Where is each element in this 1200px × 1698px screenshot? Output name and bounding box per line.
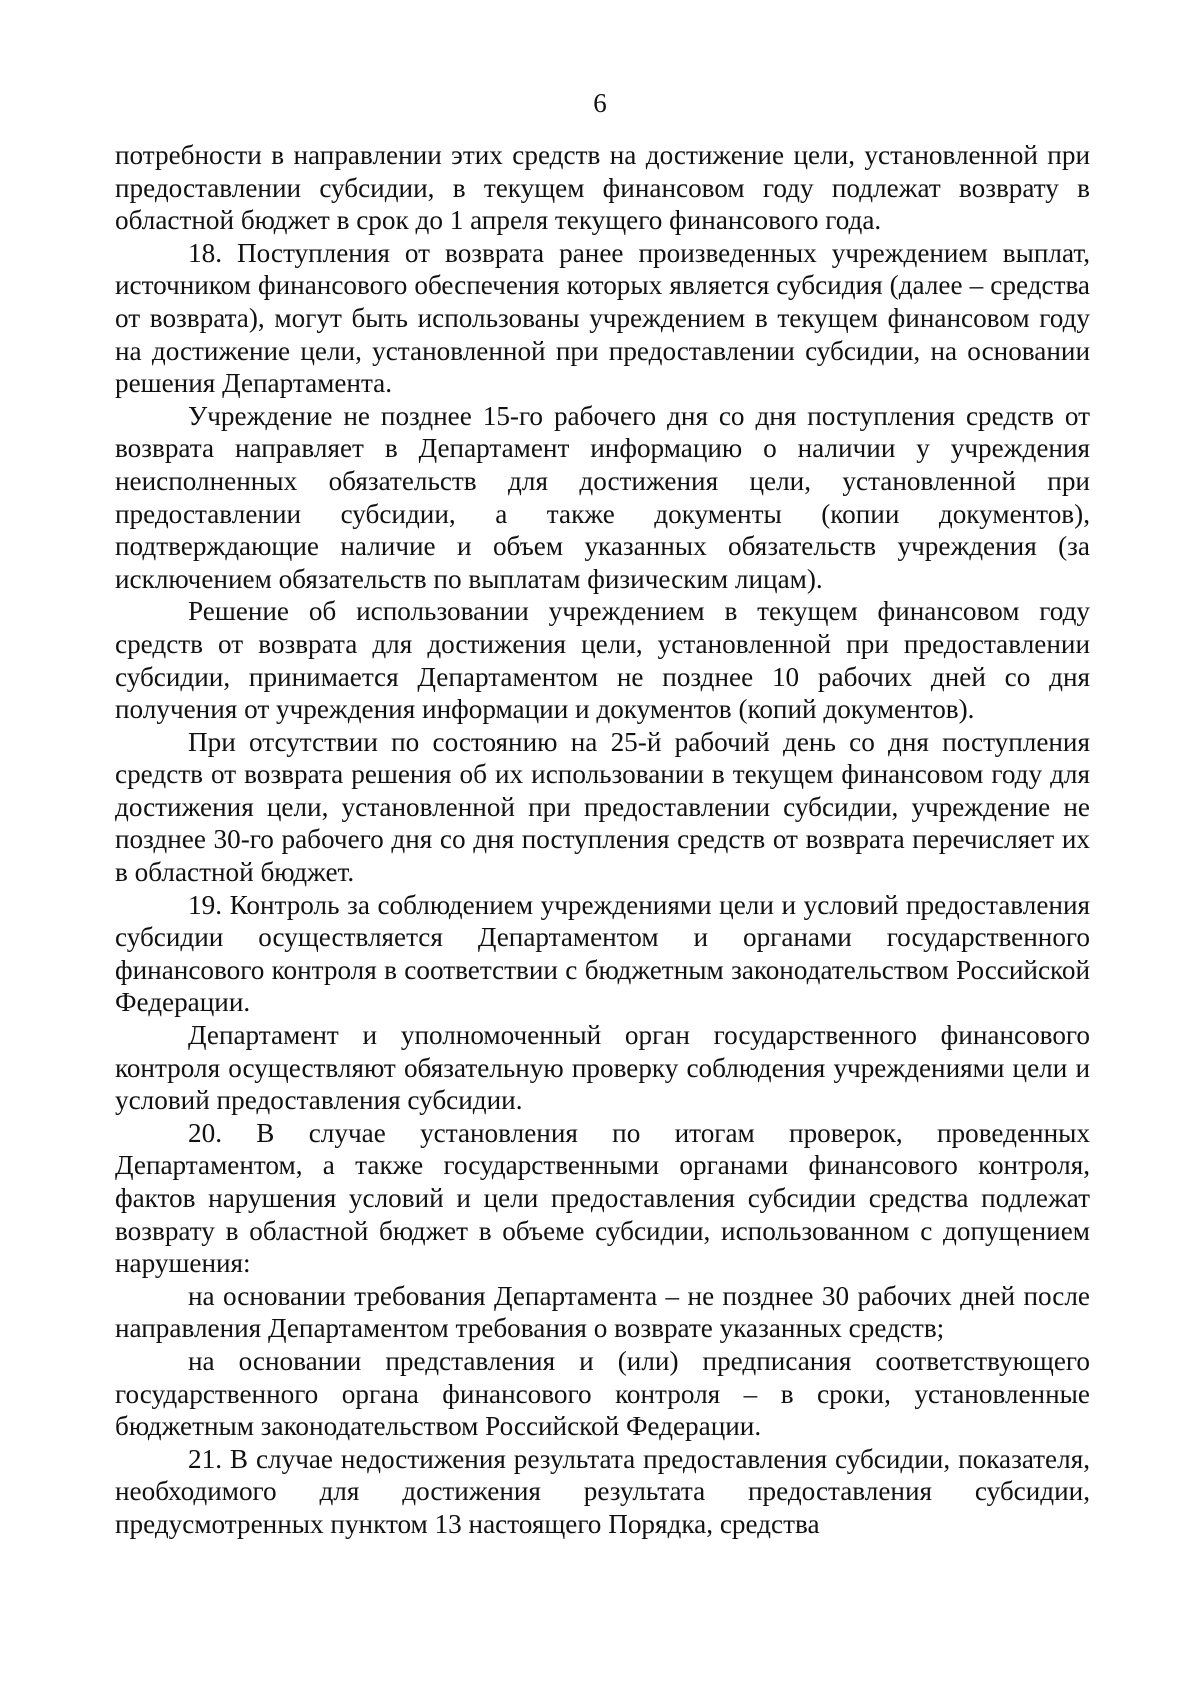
paragraph-information-submission: Учреждение не позднее 15-го рабочего дня со дня поступления средств от возврата направляет в Департамент информацию о наличии у учреждения неисполненных обязательств для достижения цели, установленной при предоставлении субсидии, а также документы (копии документов), подтверждающие наличие и объем указанных обязательств учреждения (за исключением обязательств по выплатам физическим лицам). — [115, 400, 1090, 594]
paragraph-item-18: 18. Поступления от возврата ранее произведенных учреждением выплат, источником финансового обеспечения которых является субсидия (далее – средства от возврата), могут быть использованы учреждением в текущем финансовом году на достижение цели, установленной при предоставлении субсидии, на основании решения Департамента. — [115, 237, 1090, 399]
paragraph-department-requirement: на основании требования Департамента – не позднее 30 рабочих дней после направления Департаментом требования о возврате указанных средств; — [115, 1280, 1090, 1344]
page-number: 6 — [593, 88, 607, 118]
document-body — [115, 139, 1090, 1541]
paragraph-decision: Решение об использовании учреждением в текущем финансовом году средств от возврата для достижения цели, установленной при предоставлении субсидии, принимается Департаментом не позднее 10 рабочих дней со дня получения от учреждения информации и документов (копий документов). — [115, 596, 1090, 725]
paragraph-item-20: 20. В случае установления по итогам проверок, проведенных Департаментом, а также государственными органами финансового контроля, фактов нарушения условий и цели предоставления субсидии средства подлежат возврату в областной бюджет в объеме субсидии, использованном с допущением нарушения: — [115, 1117, 1090, 1279]
paragraph-item-19: 19. Контроль за соблюдением учреждениями цели и условий предоставления субсидии осуществляется Департаментом и органами государственного финансового контроля в соответствии с бюджетным законодательством Российской Федерации. — [115, 889, 1090, 1018]
paragraph-mandatory-check: Департамент и уполномоченный орган государственного финансового контроля осуществляют обязательную проверку соблюдения учреждениями цели и условий предоставления субсидии. — [115, 1020, 1090, 1116]
paragraph-control-body-prescription: на основании представления и (или) предписания соответствующего государственного органа финансового контроля – в сроки, установленные бюджетным законодательством Российской Федерации. — [115, 1345, 1090, 1442]
paragraph-item-21: 21. В случае недостижения результата предоставления субсидии, показателя, необходимого для достижения результата предоставления субсидии, предусмотренных пунктом 13 настоящего Порядка, средства — [115, 1443, 1090, 1539]
paragraph-absence-of-decision: При отсутствии по состоянию на 25-й рабочий день со дня поступления средств от возврата решения об их использовании в текущем финансовом году для достижения цели, установленной при предоставлении субсидии, учреждение не позднее 30-го рабочего дня со дня поступления средств от возврата перечисляет их в областной бюджет. — [115, 726, 1090, 888]
paragraph-continuation: потребности в направлении этих средств на достижение цели, установленной при предоставлении субсидии, в текущем финансовом году подлежат возврату в областной бюджет в срок до 1 апреля текущего финансового года. — [115, 140, 1090, 236]
